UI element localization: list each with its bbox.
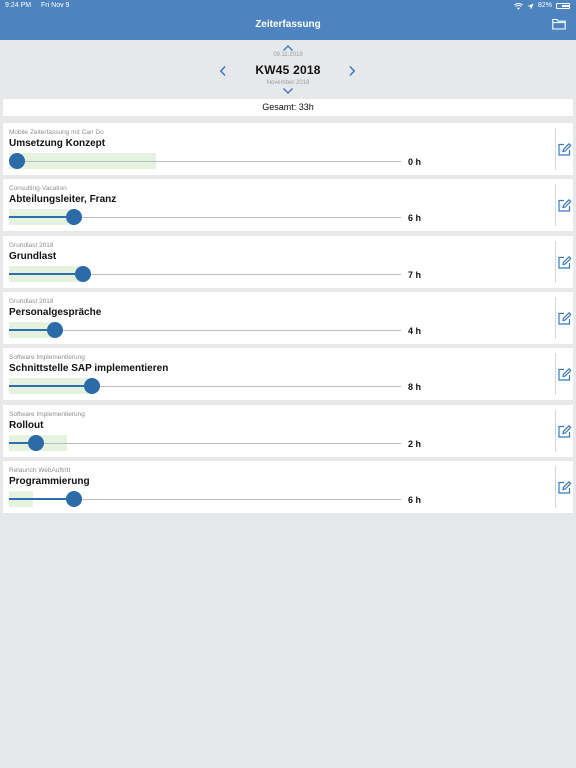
time-entry-card <box>3 123 573 175</box>
divider <box>555 353 556 395</box>
edit-icon[interactable] <box>557 480 572 495</box>
project-name: Consulting-Vacation <box>9 185 67 192</box>
time-entry-card <box>3 292 573 344</box>
project-name: Mobile Zeiterfassung mit Can Do <box>9 129 104 136</box>
project-name: Grundlast 2018 <box>9 298 54 305</box>
battery-icon <box>556 3 570 9</box>
wifi-icon <box>514 3 523 10</box>
hours-value: 4 h <box>408 326 422 336</box>
project-name: Relaunch WebAuftritt <box>9 467 71 474</box>
folder-icon[interactable] <box>552 18 566 30</box>
divider <box>555 128 556 170</box>
hours-slider-thumb[interactable] <box>47 322 63 338</box>
time-entry-card <box>3 236 573 288</box>
divider <box>555 241 556 283</box>
hours-slider-fill <box>9 216 74 218</box>
total-hours: Gesamt: 33h <box>3 99 573 116</box>
status-bar <box>0 0 576 12</box>
hours-slider-thumb[interactable] <box>28 435 44 451</box>
edit-icon[interactable] <box>557 142 572 157</box>
navigation-bar <box>0 0 576 40</box>
hours-slider-track[interactable] <box>9 443 401 444</box>
battery-percent: 82% <box>537 2 552 9</box>
hours-slider-track[interactable] <box>9 330 401 331</box>
previous-week-date: 09.11.2018 <box>273 52 303 58</box>
time-entry-card <box>3 461 573 513</box>
task-name: Grundlast <box>9 251 57 262</box>
battery-level <box>562 5 570 7</box>
hours-value: 2 h <box>408 439 422 449</box>
divider <box>555 184 556 226</box>
project-name: Software Implementierung <box>9 354 85 361</box>
project-name: Software Implementierung <box>9 411 85 418</box>
edit-icon[interactable] <box>557 255 572 270</box>
chevron-up-icon[interactable] <box>282 44 294 52</box>
hours-value: 0 h <box>408 157 422 167</box>
hours-value: 8 h <box>408 382 422 392</box>
time-entry-card <box>3 179 573 231</box>
week-selector <box>0 40 576 98</box>
hours-slider-thumb[interactable] <box>9 153 25 169</box>
hours-slider-fill <box>9 498 74 500</box>
task-name: Umsetzung Konzept <box>9 138 106 149</box>
project-name: Grundlast 2018 <box>9 242 54 249</box>
hours-slider-fill <box>9 273 83 275</box>
divider <box>555 466 556 508</box>
location-icon <box>527 3 534 10</box>
time-entry-card <box>3 405 573 457</box>
hours-slider-thumb[interactable] <box>84 378 100 394</box>
chevron-right-icon[interactable] <box>347 65 357 77</box>
hours-slider-thumb[interactable] <box>66 209 82 225</box>
hours-slider-fill <box>9 385 92 387</box>
week-label: KW45 2018 <box>255 63 321 77</box>
status-date: Fri Nov 9 <box>41 2 70 9</box>
hours-slider-thumb[interactable] <box>75 266 91 282</box>
edit-icon[interactable] <box>557 311 572 326</box>
edit-icon[interactable] <box>557 424 572 439</box>
divider <box>555 297 556 339</box>
hours-slider-thumb[interactable] <box>66 491 82 507</box>
month-label: November 2018 <box>266 80 310 86</box>
status-time: 9:24 PM <box>5 2 32 9</box>
task-name: Abteilungsleiter, Franz <box>9 194 117 205</box>
task-name: Personalgespräche <box>9 307 102 318</box>
task-name: Programmierung <box>9 476 90 487</box>
time-entry-card <box>3 348 573 400</box>
task-name: Rollout <box>9 420 44 431</box>
edit-icon[interactable] <box>557 198 572 213</box>
hours-value: 6 h <box>408 213 422 223</box>
chevron-down-icon[interactable] <box>282 87 294 95</box>
task-name: Schnittstelle SAP implementieren <box>9 363 169 374</box>
hours-value: 6 h <box>408 495 422 505</box>
hours-value: 7 h <box>408 270 422 280</box>
edit-icon[interactable] <box>557 367 572 382</box>
divider <box>555 410 556 452</box>
hours-slider-track[interactable] <box>9 161 401 162</box>
page-title: Zeiterfassung <box>255 19 321 30</box>
